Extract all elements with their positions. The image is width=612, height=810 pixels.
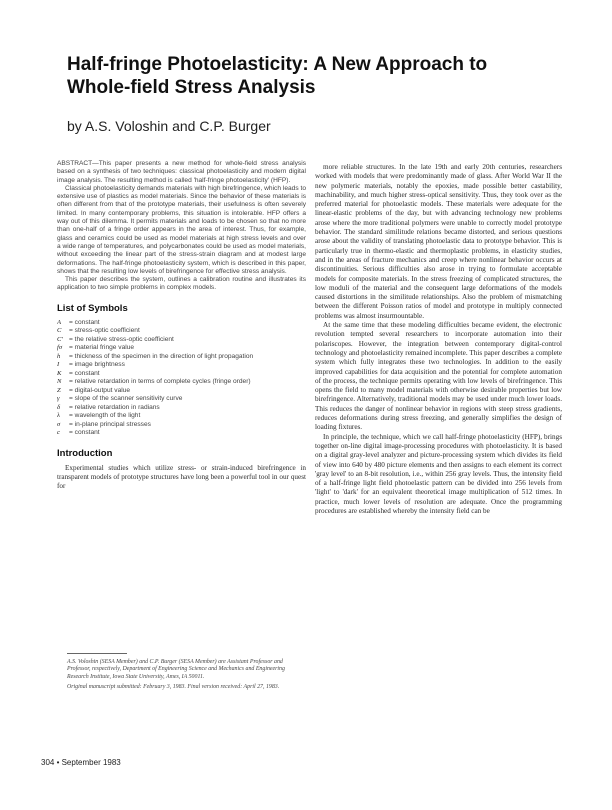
symbol-definition: = slope of the scanner sensitivity curve [69,395,183,403]
symbol: I [57,361,60,369]
symbol-entry [57,327,306,336]
symbol: γ [57,395,60,403]
footnote-divider [67,653,127,654]
symbol-definition: = wavelength of the light [69,412,141,420]
symbol-entry [57,412,306,421]
symbol-definition: = digital-output value [69,386,131,394]
introduction-heading: Introduction [57,447,113,459]
symbol: C' [57,335,63,343]
body-paragraph: more reliable structures. In the late 19th and early 20th centuries, researchers worked with models that were predominantly made of glass. After World War II the new polymeric materials, notably the epoxies, made possible better castability, machinability, and much higher stress-optical sensitivity. Thus, they took over as the preferred material for photoelastic models. These materials were adequate for the linear-elastic problems of the day, but with advancing technology new problems arose where the more traditional polymers were unable to correctly model prototype behavior. The standard similitude relations became distorted, and serious questions arose about the validity of translating photoelastic data to prototype behavior. This is particularly true in thermo-elastic and thermoplastic problems, in elasticity studies, and in the areas of fracture mechanics and creep where nonlinear behavior occurs at discontinuities. Serious difficulties also arose in trying to formulate acceptable models for composite materials. In the stress freezing of complicated structures, the low moduli of the material and the consequent large deformations of the models caused distortions in the similitude relationships. Also the problem of mismatching between the different Poisson ratios of model and prototype in multiply connected problems was almost insurmountable. [315,163,562,320]
symbol: K [57,369,62,377]
abstract-paragraph: ABSTRACT—This paper presents a new method for whole-field stress analysis based on a synthesis of two techniques: classical photoelasticity and modern digital image analysis. The resulting method is called 'half-fringe photoelasticity' (HFP). [57,160,306,184]
symbols-heading: List of Symbols [57,302,128,314]
symbol-entry [57,404,306,413]
symbol-entry [57,387,306,396]
symbol: Z [57,386,61,394]
symbol-entry [57,344,306,353]
body-paragraph: Experimental studies which utilize stress- or strain-induced birefringence in transparent models of prototype structures have long been a powerful tool in our quest for [57,463,306,491]
symbol-definition: = constant [69,369,100,377]
symbol: N [57,378,62,386]
symbol-definition: = constant [69,318,100,326]
symbol-definition: = material fringe value [69,344,135,352]
symbol-definition: = relative retardation in radians [69,403,160,411]
introduction-body [57,464,306,492]
left-column [57,160,306,492]
symbol: λ [57,412,60,420]
footnote-affiliation: A.S. Voloshin (SESA Member) and C.P. Burger (SESA Member) are Assistant Professor and Professor, respectively, Department of Engineering Science and Mechanics and Engineering Research Institute, Iowa State University, Ames, IA 50011. [67,659,285,680]
symbol-entry [57,429,306,438]
symbol-definition: = stress-optic coefficient [69,327,140,335]
symbol: C [57,327,62,335]
symbol-definition: = in-plane principal stresses [69,420,151,428]
symbol: c [57,429,60,437]
symbol: δ [57,403,61,411]
abstract [57,160,306,293]
paper-authors: by A.S. Voloshin and C.P. Burger [67,118,271,134]
symbol-entry [57,319,306,328]
symbol: A [57,318,62,326]
body-paragraph: At the same time that these modeling difficulties became evident, the electronic revolution tempted several researchers to incorporate automation into their polariscopes. However, the integration between contemporary digital-control technology and photoelasticity remained incomplete. This paper describes a complete system which fully integrates these two technologies. In addition to the easily improved capabilities for data acquisition and the potential for complete automation of the process, the technique permits operating with low levels of birefringence. This opens the field to many model materials with otherwise desirable properties but low birefringence. Alternatively, traditional models may be used under much lower loads. This reduces the danger of nonlinear behavior in regions with steep stress gradients, reduces deformations during stress freezing, and generally simplifies the design of loading fixtures. [315,321,562,432]
symbol-definition: = constant [69,429,100,437]
symbol-entry [57,395,306,404]
symbol-entry [57,421,306,430]
symbols-list [57,319,306,438]
symbol: fσ [57,344,63,352]
body-paragraph: In principle, the technique, which we call half-fringe photoelasticity (HFP), brings together on-line digital image-processing procedures with photoelasticity. It is based on a digital gray-level analyzer and picture-processing system which divides its field of view into 640 by 480 picture elements and then assigns to each element its correct 'gray level' to an 8-bit resolution, i.e., within 256 gray levels. Thus, the intensity field of a half-fringe light field photoelastic pattern can be divided into 256 levels from 'light' to 'dark' for an equivalent theoretical image multiplication of 512 times. In practice, much lower levels of resolution are adequate. Once the programming procedures are established whereby the intensity field can be [315,432,562,515]
page-folio: 304 • September 1983 [41,758,121,767]
right-column [315,163,562,516]
footnote-manuscript-dates: Original manuscript submitted: February 3, 1983. Final version received: April 27, 1983. [67,683,280,690]
symbol-entry [57,353,306,362]
symbol-entry [57,378,306,387]
symbol-entry [57,361,306,370]
symbol: h [57,352,61,360]
abstract-paragraph: Classical photoelasticity demands materials with high birefringence, which leads to extensive use of plastics as model materials. Since the behavior of these materials is often different from that of the prototype materials, their usefulness is often severely limited. In many contemporary problems, this situation is intolerable. HFP offers a way out of this dilemma. It permits materials and loads to be chosen so that no more than one-half of a fringe order appears in the area of interest. Thus, for example, glass and ceramics could be used as model materials at high stress levels and over a wide range of temperatures, and polycarbonates could be used as model materials, without exceeding the linear part of the stress-strain diagram and at modest large deformations. The half-fringe photoelasticity system, which is described in this paper, shows that the resulting low levels of birefringence for effective stress analysis. [57,184,306,275]
symbol-entry [57,336,306,345]
symbol-definition: = thickness of the specimen in the direction of light propagation [69,352,254,360]
symbol: σ [57,420,61,428]
symbol-entry [57,370,306,379]
author-footnote [67,659,304,691]
symbol-definition: = the relative stress-optic coefficient [69,335,174,343]
abstract-paragraph: This paper describes the system, outlines a calibration routine and illustrates its application to two simple problems in complex models. [57,276,306,292]
paper-title: Half-fringe Photoelasticity: A New Approach to Whole-field Stress Analysis [67,54,488,98]
symbol-definition: = image brightness [69,361,125,369]
symbol-definition: = relative retardation in terms of complete cycles (fringe order) [69,378,251,386]
